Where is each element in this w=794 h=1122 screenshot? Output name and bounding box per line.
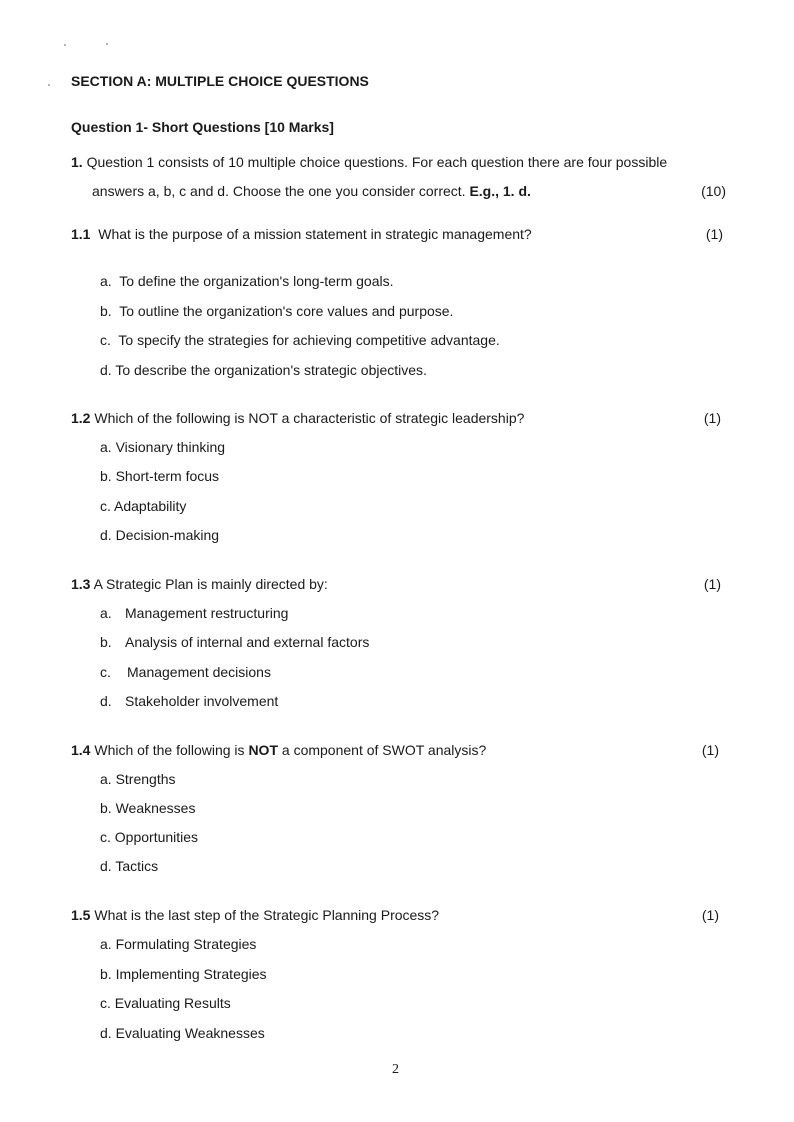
question-text: What is the purpose of a mission statement in strategic management? — [98, 226, 532, 242]
question-number: 1.4 — [71, 742, 91, 758]
intro-marks: (10) — [701, 183, 726, 199]
question-text: What is the last step of the Strategic Planning Process? — [94, 907, 440, 923]
question-1-2 — [71, 410, 721, 426]
option-1-5-b: b. Implementing Strategies — [100, 966, 267, 982]
option-1-2-c: c. Adaptability — [100, 498, 187, 514]
question-number: 1.1 — [71, 226, 91, 242]
scan-speck — [106, 43, 108, 45]
question-1-1 — [71, 226, 723, 242]
question-marks: (1) — [701, 742, 719, 758]
option-1-3-b: b. Analysis of internal and external factors — [100, 634, 370, 650]
option-1-5-c: c. Evaluating Results — [100, 995, 231, 1011]
option-1-2-d: d. Decision-making — [100, 527, 220, 543]
option-1-4-c: c. Opportunities — [100, 829, 199, 845]
option-1-1-b: b. To outline the organization's core values and purpose. — [100, 303, 454, 319]
option-1-2-b: b. Short-term focus — [100, 468, 220, 484]
option-1-1-d: d. To describe the organization's strategic objectives. — [100, 362, 427, 378]
intro-example: E.g., 1. d. — [469, 183, 531, 199]
intro-line-2 — [71, 177, 726, 206]
option-1-1-a: a. To define the organization's long-term goals. — [100, 273, 394, 289]
option-1-4-d: d. Tactics — [100, 858, 159, 874]
question-1-4: 1.4 Which of the following is NOT a component of SWOT analysis? (1) — [71, 742, 719, 758]
question-1-3 — [71, 576, 721, 592]
question-marks: (1) — [703, 410, 721, 426]
scan-speck — [64, 44, 66, 46]
question-number: 1.2 — [71, 410, 91, 426]
option-1-5-a: a. Formulating Strategies — [100, 936, 257, 952]
question-text: Which of the following is NOT a characteristic of strategic leadership? — [94, 410, 525, 426]
intro-text-1: Question 1 consists of 10 multiple choice questions. For each question there are four possible — [86, 154, 668, 170]
question-marks: (1) — [705, 226, 723, 242]
intro-paragraph — [71, 148, 726, 206]
question-number: 1.5 — [71, 907, 91, 923]
option-1-4-b: b. Weaknesses — [100, 800, 196, 816]
option-1-4-a: a. Strengths — [100, 771, 176, 787]
option-1-3-a: a. Management restructuring — [100, 605, 289, 621]
intro-number: 1. — [71, 154, 83, 170]
question-number: 1.3 — [71, 576, 91, 592]
question-marks: (1) — [701, 907, 719, 923]
option-1-3-d: d. Stakeholder involvement — [100, 693, 279, 709]
option-1-5-d: d. Evaluating Weaknesses — [100, 1025, 265, 1041]
option-1-3-c: c. Management decisions — [100, 664, 271, 680]
option-1-1-c: c. To specify the strategies for achieving competitive advantage. — [100, 332, 500, 348]
intro-text-2: answers a, b, c and d. Choose the one you consider correct. — [92, 183, 470, 199]
intro-line-1 — [71, 148, 726, 177]
scan-speck — [48, 84, 50, 86]
option-1-2-a: a. Visionary thinking — [100, 439, 226, 455]
question-text: A Strategic Plan is mainly directed by: — [93, 576, 328, 592]
question-marks: (1) — [703, 576, 721, 592]
page-number: 2 — [392, 1062, 399, 1077]
question-1-5 — [71, 907, 719, 923]
question-heading: Question 1- Short Questions [10 Marks] — [71, 119, 334, 135]
section-title: SECTION A: MULTIPLE CHOICE QUESTIONS — [71, 73, 369, 89]
